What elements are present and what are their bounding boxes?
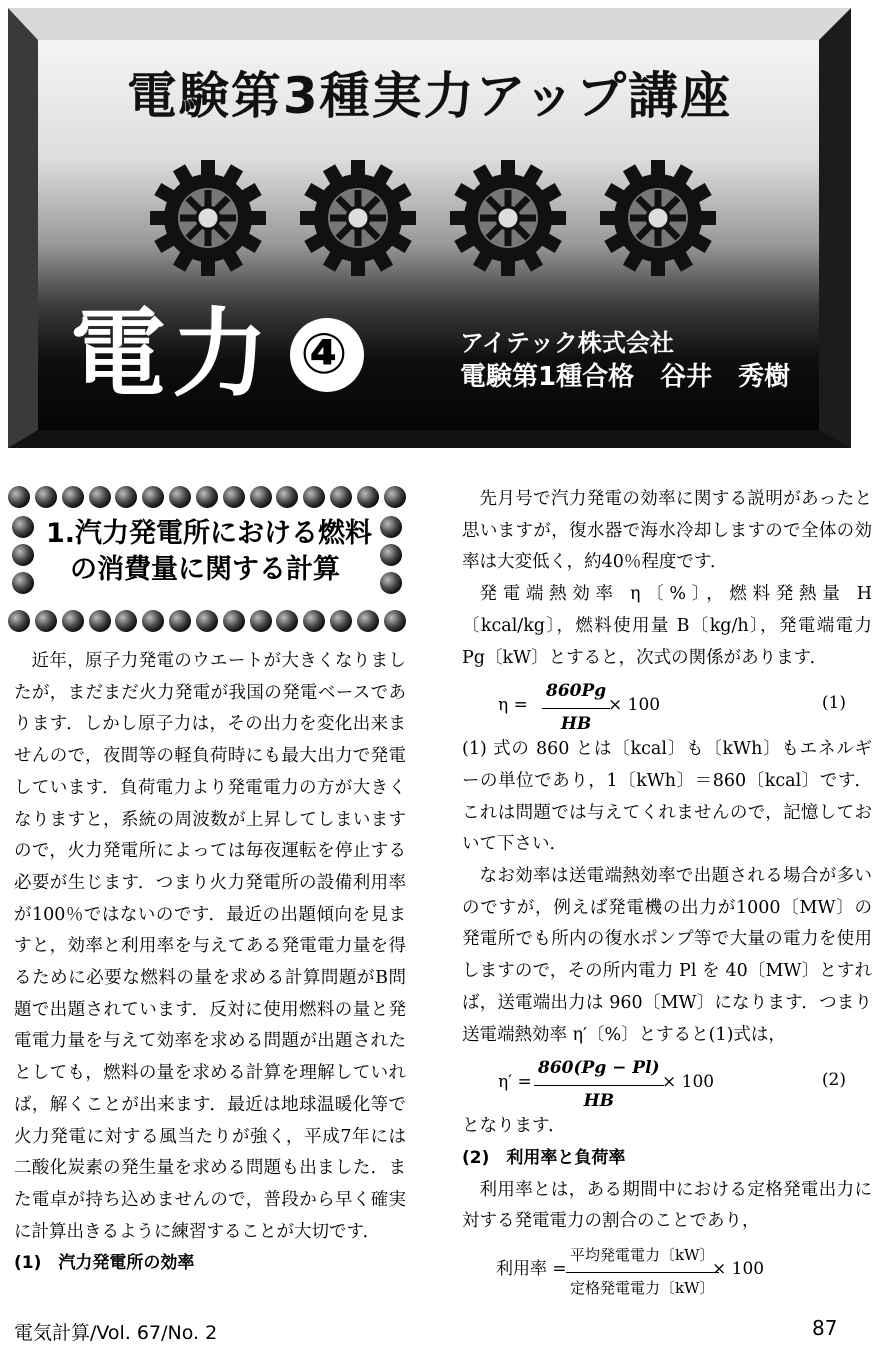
section-heading: 1.汽力発電所における燃料 の消費量に関する計算 <box>46 518 373 585</box>
author-block <box>460 326 790 394</box>
title-banner <box>8 8 851 448</box>
issue-number-badge: ④ <box>290 318 364 392</box>
equation-2-number: (2) <box>821 1070 846 1091</box>
right-paragraph-6: 利用率とは，ある期間中における定格発電出力に対する発電電力の割合のことであり， <box>462 1179 872 1232</box>
dot-border-right <box>380 516 402 594</box>
equation-1: η = $\frac{860Pg}{HB}$ × 100 (1) <box>462 674 872 734</box>
dot-border-bottom <box>8 610 406 632</box>
equation-3-fraction: 平均発電電力〔kW〕 定格発電電力〔kW〕 <box>566 1240 719 1304</box>
section-heading-box <box>8 486 406 634</box>
subsection-heading-1: (1) 汽力発電所の効率 <box>14 1253 195 1274</box>
left-paragraph: 近年，原子力発電のウエートが大きくなりましたが，まだまだ火力発電が我国の発電ベースであります．しかし原子力は，その出力を変化出来ませんので，夜間等の軽負荷時にも最大出力で発電しています．負荷電力より発電電力の方が大きくなりますと，系統の周波数が上昇してしまいますので，火力発電所によっては毎夜運転を停止する必要が生じます．つまり火力発電所の設備利用率が100％ではないのです．最近の出題傾向を見ますと，効率と利用率を与えてある発電電力量を得るために必要な燃料の量を求める計算問題がB問題で出題されています．反対に使用燃料の量と発電電力量を与えて効率を求める問題が出題されたとしても，燃料の量を求める計算を理解していれば，解くことが出来ます．最近は地球温暖化等で火力発電に対する風当たりが強く，平成7年には二酸化炭素の発生量を求める問題も出ました．また電卓が持ち込めませんので，普段から早く確実に計算出きるように練習することが大切です． <box>14 651 406 1242</box>
author-name-line: 電験第1種合格 谷井 秀樹 <box>460 362 791 392</box>
right-paragraph-5: となります． <box>462 1116 566 1137</box>
dot-border-left <box>12 516 34 594</box>
subsection-heading-2: (2) 利用率と負荷率 <box>462 1147 626 1168</box>
journal-footer: 電気計算/Vol. 67/No. 2 <box>14 1322 218 1344</box>
right-paragraph-2: 発電端熱効率 η〔%〕，燃料発熱量 H〔kcal/kg〕，燃料使用量 B〔kg/h〕，発電端電力 Pg〔kW〕とすると，次式の関係があります． <box>462 584 872 668</box>
equation-3: 利用率 = 平均発電電力〔kW〕 定格発電電力〔kW〕 × 100 <box>462 1238 872 1298</box>
author-company: アイテック株式会社 <box>460 329 674 357</box>
equation-1-number: (1) <box>821 693 846 714</box>
page-number: 87 <box>812 1316 838 1340</box>
right-paragraph-4: なお効率は送電端熱効率で出題される場合が多いのですが，例えば発電機の出力が1000〔MW〕の発電所でも所内の復水ポンプ等で大量の電力を使用しますので，その所内電力 Pl を 40〔MW〕とすれば，送電端出力は 960〔MW〕になります．つまり送電端熱効率 η′〔%〕とすると(1)式は， <box>462 866 872 1045</box>
gears-illustration <box>148 158 728 278</box>
series-title: 電験第3種実力アップ講座 <box>126 67 733 125</box>
equation-2: η′ = $\frac{860(Pg - Pl)}{HB}$ × 100 (2) <box>462 1051 872 1111</box>
right-paragraph-3: (1) 式の 860 とは〔kcal〕も〔kWh〕もエネルギーの単位であり，1〔kWh〕＝860〔kcal〕です．これは問題では与えてくれませんので，記憶しておいて下さい． <box>462 739 872 855</box>
equation-2-fraction: $\frac{860(Pg - Pl)}{HB}$ <box>534 1053 664 1117</box>
right-paragraph-1: 先月号で汽力発電の効率に関する説明があったと思いますが，復水器で海水冷却しますので全体の効率は大変低く，約40％程度です． <box>462 489 872 573</box>
dot-border-top <box>8 486 406 508</box>
equation-1-fraction: $\frac{860Pg}{HB}$ <box>542 676 610 740</box>
subject-title: 電力 ④ <box>70 306 364 402</box>
left-column <box>14 646 406 1280</box>
right-column <box>462 484 872 1298</box>
